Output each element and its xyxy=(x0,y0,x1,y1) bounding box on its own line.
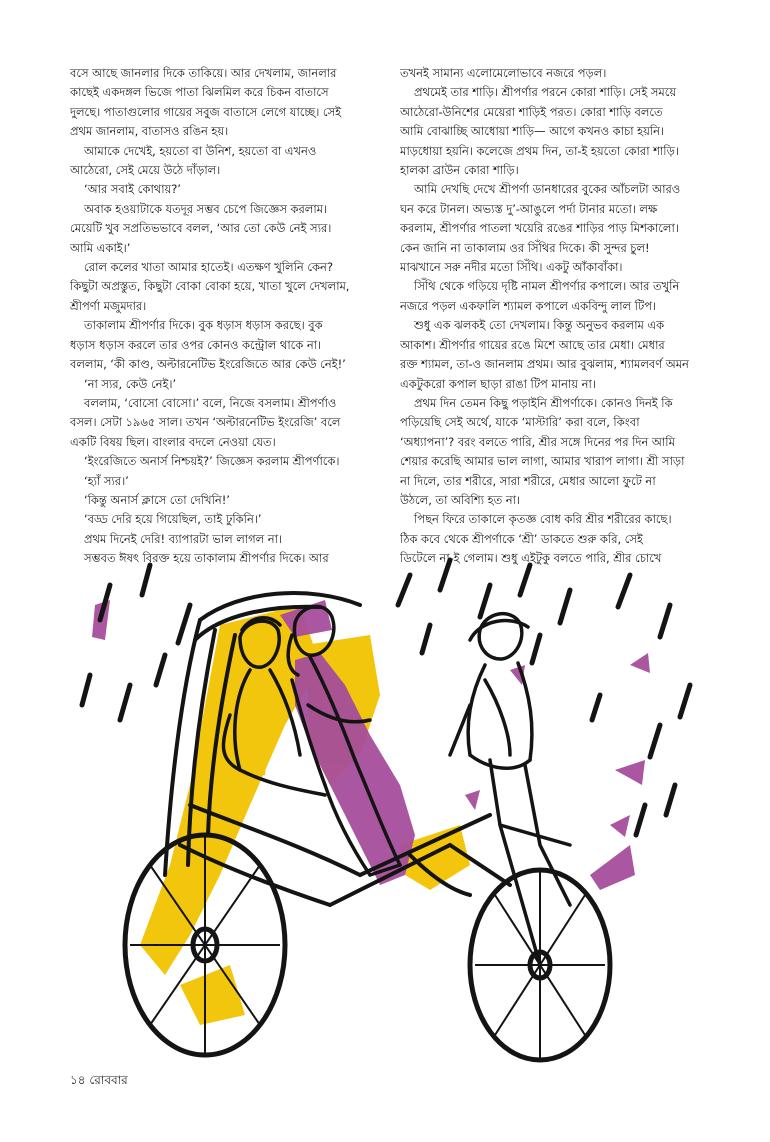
left-column-line: মেয়েটি খুব সপ্রতিভভাবে বলল, ‘আর তো কেউ নেই স্যর। xyxy=(70,221,332,236)
left-column-line: ‘কিন্তু অনার্স ক্লাসে তো দেখিনি!’ xyxy=(84,492,230,507)
right-column-line: তখনই সামান্য এলোমেলোভাবে নজরে পড়ল। xyxy=(400,66,607,80)
right-column-line: না দিলে, তার শরীরে, সারা শরীরে, মেধার আলো ফুটে না xyxy=(400,473,656,488)
article-column-left xyxy=(70,64,392,569)
right-column-line: একটুকরো কপাল ছাড়া রাঙা টিপ মানায় না। xyxy=(400,376,596,391)
left-column-line: বললাম, ‘কী কাণ্ড, অল্টারনেটিভ ইংরেজিতে আর কেউ নেই!’ xyxy=(70,357,346,372)
left-column-line: রোল কলের খাতা আমার হাতেই। এতক্ষণ খুলিনি কেন? xyxy=(84,260,333,275)
left-column-line: প্রথম জানলাম, বাতাসও রঙিন হয়। xyxy=(70,124,229,139)
right-column-line: মাঝখানে সরু নদীর মতো সিঁথি। একটু আঁকাবাঁকা। xyxy=(400,260,623,275)
left-column-line: সম্ভবত ঈষৎ বিরক্ত হয়ে তাকালাম শ্রীপর্ণার দিকে। আর xyxy=(84,551,329,566)
left-column-line: প্রথম দিনেই দেরি! ব্যাপারটা ভাল লাগল না। xyxy=(84,531,283,546)
rickshaw-puller xyxy=(450,614,570,965)
left-column-line: আমাকে দেখেই, হয়তো বা উনিশ, হয়তো বা এখনও xyxy=(84,143,317,158)
right-column-line: শুধু এক ঝলকই তো দেখলাম। কিন্তু অনুভব করলাম এক xyxy=(414,318,665,333)
left-column-line: একটি বিষয় ছিল। বাংলার বদলে নেওয়া যেত। xyxy=(70,434,276,449)
left-column-line: ‘না স্যর, কেউ নেই।’ xyxy=(84,376,177,391)
left-column-line: ‘বড্ড দেরি হয়ে গিয়েছিল, তাই ঢুকিনি।’ xyxy=(84,512,262,527)
left-column-line: বললাম, ‘বোসো বোসো।’ বলে, নিজে বসলাম। শ্রীপর্ণাও xyxy=(84,395,337,410)
right-column-line: নজরে পড়ল একফালি শ্যামল কপালে একবিন্দু লাল টিপ। xyxy=(400,298,657,313)
left-column-line: বসে আছে জানলার দিকে তাকিয়ে। আর দেখলাম, জানলার xyxy=(70,66,337,80)
right-column-line: করলাম, শ্রীপর্ণার পাতলা খয়েরি রঙের শাড়ির পাড় মিশকালো। xyxy=(400,221,679,236)
right-column-line: প্রথমেই তার শাড়ি। শ্রীপর্ণার পরনে কোরা শাড়ি। সেই সময়ে xyxy=(414,85,677,100)
page-footer: ১৪ রোববার xyxy=(70,1073,128,1087)
right-column-line: প্রথম দিন তেমন কিছু পড়াইনি শ্রীপর্ণাকে। কোনও দিনই কি xyxy=(414,395,673,410)
left-column-line: শ্রীপর্ণা মজুমদার। xyxy=(70,298,147,313)
left-column-line: অবাক হওয়াটাকে যতদূর সম্ভব চেপে জিজ্ঞেস করলাম। xyxy=(84,201,328,216)
right-column-line: শেয়ার করেছি আমার ভাল লাগা, আমার খারাপ লাগা। শ্রী সাড়া xyxy=(400,454,685,469)
left-column-line: বসল। সেটা ১৯৬৫ সাল। তখন ‘অল্টারনেটিভ ইংরেজি’ বলে xyxy=(70,415,341,430)
right-column-line: আঠেরো-উনিশের মেয়েরা শাড়িই পরত। কোরা শাড়ি বলতে xyxy=(400,104,663,119)
left-column-line: ধড়াস ধড়াস করলে তার ওপর কোনও কন্ট্রোল থাকে না। xyxy=(70,337,322,352)
left-column-line: তাকালাম শ্রীপর্ণার দিকে। বুক ধড়াস ধড়াস করছে। বুক xyxy=(84,318,323,333)
right-column-line: হালকা ব্রাউন কোরা শাড়ি। xyxy=(400,163,519,178)
right-column-line: কেন জানি না তাকালাম ওর সিঁথির দিকে। কী সুন্দর চুল! xyxy=(400,240,650,255)
right-column-line: মাড়ধোয়া হয়নি। কলেজে প্রথম দিন, তা-ই হয়তো কোরা শাড়ি। xyxy=(400,143,679,158)
right-column-line: ঘন করে টানল। অভ্যস্ত দু’-আঙুলে পর্দা টানার মতো। লক্ষ xyxy=(400,201,658,216)
right-column-line: পড়িয়েছি সেই অর্থে, যাকে ‘মাস্টারি’ করা বলে, কিংবা xyxy=(400,415,640,430)
left-column-line: ‘আর সবাই কোথায়?’ xyxy=(84,182,181,197)
right-column-line: ‘অধ্যাপনা’? বরং বলতে পারি, শ্রীর সঙ্গে দিনের পর দিন আমি xyxy=(400,434,675,449)
right-column-line: আকাশ। শ্রীপর্ণার গায়ের রঙে মিশে আছে তার মেধা। মেধার xyxy=(400,337,665,352)
right-column-line: উঠলে, তা অবিশ্যি হত না। xyxy=(400,492,520,507)
right-column-line: রক্ত শ্যামল, তা-ও জানলাম প্রথম। আর বুঝলাম, শ্যামলবর্ণ অমন xyxy=(400,357,689,372)
right-column-line: পিছন ফিরে তাকালে কৃতজ্ঞ বোধ করি শ্রীর শরীরের কাছে। xyxy=(414,512,672,527)
left-column-line: দুলছে। পাতাগুলোর গায়ের সবুজ বাতাসে লেগে যাচ্ছে। সেই xyxy=(70,104,342,119)
right-column-line: আমি বোঝাচ্ছি আধোয়া শাড়ি— আগে কখনও কাচা হয়নি। xyxy=(400,124,665,139)
left-column-line: ‘ইংরেজিতে অনার্স নিশ্চয়ই?’ জিজ্ঞেস করলাম শ্রীপর্ণাকে। xyxy=(84,454,340,469)
left-column-line: ‘হ্যাঁ স্যর।’ xyxy=(84,473,129,488)
left-column-line: আমি একাই।’ xyxy=(70,240,131,255)
left-column-line: আঠেরো, সেই মেয়ে উঠে দাঁড়াল। xyxy=(70,163,221,178)
rickshaw-illustration xyxy=(70,545,710,1065)
right-column-line: সিঁথি থেকে গড়িয়ে দৃষ্টি নামল শ্রীপর্ণার কপালে। আর তখুনি xyxy=(414,279,680,294)
right-column-line: আমি দেখছি দেখে শ্রীপর্ণা ডানধারের বুকের আঁচলটা আরও xyxy=(414,182,681,197)
article-column-right xyxy=(400,64,722,569)
right-column-line: ডিটেলে না-ই গেলাম। শুধু এইটুকু বলতে পারি, শ্রীর চোখে xyxy=(400,551,662,566)
left-column-line: কাছেই একদঙ্গল ভিজে পাতা ঝিলমিল করে চিকন বাতাসে xyxy=(70,85,329,100)
right-column-line: ঠিক কবে থেকে শ্রীপর্ণাকে ‘শ্রী’ ডাকতে শুরু করি, সেই xyxy=(400,531,643,546)
left-column-line: কিছুটা অপ্রস্তুত, কিছুটা বোকা বোকা হয়ে, খাতা খুলে দেখলাম, xyxy=(70,279,350,294)
